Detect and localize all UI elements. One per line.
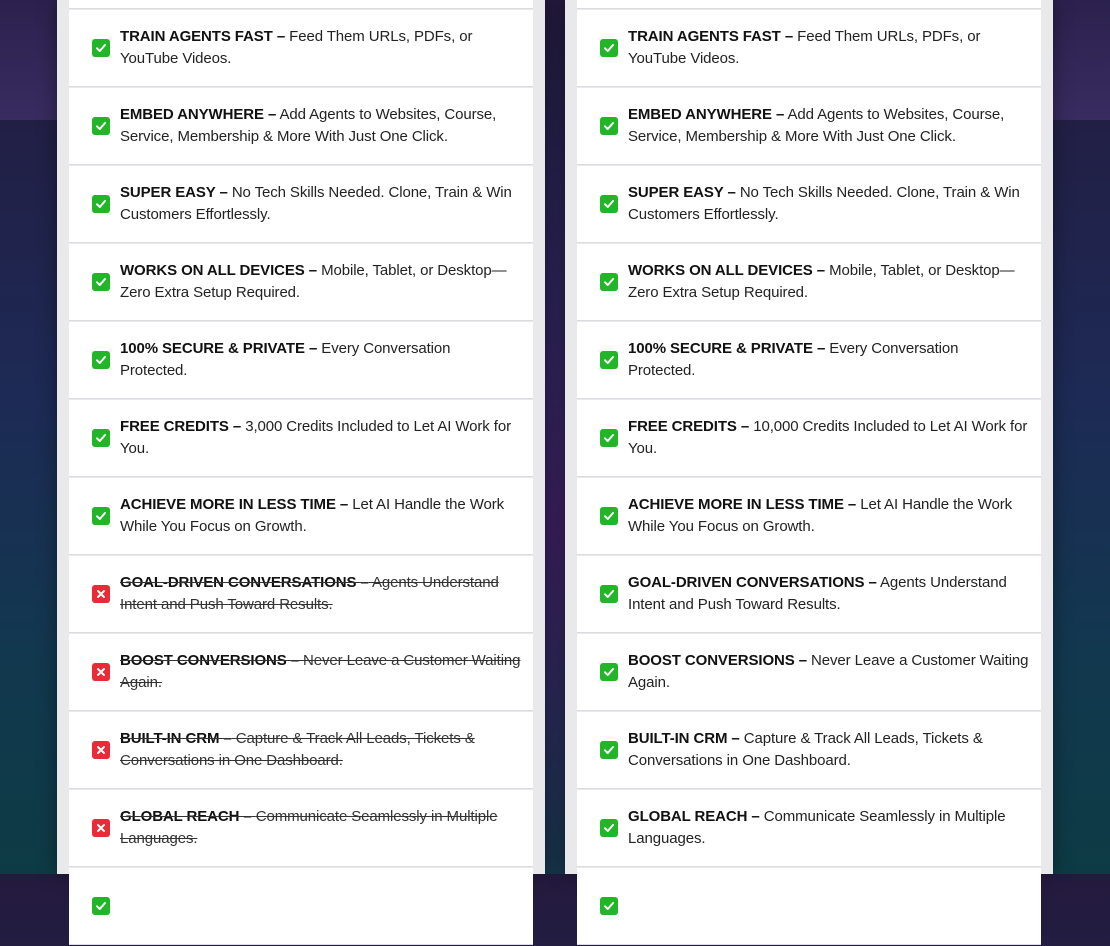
- feature-text: [120, 806, 521, 850]
- feature-text: [120, 260, 521, 304]
- feature-title: TRAIN AGENTS FAST –: [628, 28, 794, 45]
- feature-text: [120, 182, 521, 226]
- feature-row: [577, 868, 1041, 945]
- feature-text: [628, 416, 1029, 460]
- feature-description: Every Conversation Protected.: [120, 340, 451, 379]
- feature-title: BUILT-IN CRM –: [120, 730, 232, 747]
- checkmark-icon: [600, 117, 618, 135]
- feature-row: [577, 166, 1041, 243]
- feature-title: SUPER EASY –: [120, 184, 228, 201]
- checkmark-icon: [600, 39, 618, 57]
- feature-row: [577, 634, 1041, 711]
- feature-description: No Tech Skills Needed. Clone, Train & Win Customers Effortlessly.: [120, 184, 512, 223]
- feature-list: [577, 0, 1041, 946]
- checkmark-icon: [600, 741, 618, 759]
- feature-row: [69, 712, 533, 789]
- checkmark-icon: [92, 39, 110, 57]
- feature-text: [628, 728, 1029, 772]
- feature-row: [577, 0, 1041, 9]
- feature-title: BOOST CONVERSIONS –: [120, 652, 299, 669]
- background-banner-left: [0, 0, 60, 120]
- feature-title: GOAL-DRIVEN CONVERSATIONS –: [120, 574, 369, 591]
- feature-text: [120, 650, 521, 694]
- feature-text: [628, 104, 1029, 148]
- feature-title: GLOBAL REACH –: [120, 808, 252, 825]
- feature-row: [577, 400, 1041, 477]
- checkmark-icon: [600, 429, 618, 447]
- feature-text: [628, 806, 1029, 850]
- feature-row: [69, 88, 533, 165]
- feature-row: [69, 322, 533, 399]
- checkmark-icon: [600, 585, 618, 603]
- feature-description: Mobile, Tablet, or Desktop—Zero Extra Setup Required.: [628, 262, 1015, 301]
- feature-description: Communicate Seamlessly in Multiple Languages.: [628, 808, 1006, 847]
- feature-description: Feed Them URLs, PDFs, or YouTube Videos.: [120, 28, 473, 67]
- checkmark-icon: [600, 273, 618, 291]
- checkmark-icon: [600, 897, 618, 915]
- checkmark-icon: [600, 507, 618, 525]
- feature-description: Mobile, Tablet, or Desktop—Zero Extra Setup Required.: [120, 262, 507, 301]
- feature-text: [120, 104, 521, 148]
- feature-row: [69, 10, 533, 87]
- feature-description: Every Conversation Protected.: [628, 340, 959, 379]
- pricing-card-basic: [57, 0, 545, 874]
- feature-text: [628, 494, 1029, 538]
- feature-row: [577, 244, 1041, 321]
- feature-row: [69, 790, 533, 867]
- feature-row: [577, 790, 1041, 867]
- feature-title: BUILT-IN CRM –: [628, 730, 740, 747]
- checkmark-icon: [92, 273, 110, 291]
- cross-icon: [92, 585, 110, 603]
- feature-row: [69, 400, 533, 477]
- feature-title: ACHIEVE MORE IN LESS TIME –: [628, 496, 857, 513]
- checkmark-icon: [92, 429, 110, 447]
- feature-description: Let AI Handle the Work While You Focus on Growth.: [120, 496, 505, 535]
- feature-title: 100% SECURE & PRIVATE –: [628, 340, 826, 357]
- feature-text: [628, 338, 1029, 382]
- feature-list: [69, 0, 533, 946]
- feature-text: [120, 494, 521, 538]
- cross-icon: [92, 819, 110, 837]
- feature-description: Agents Understand Intent and Push Toward Results.: [628, 574, 1007, 613]
- feature-title: 100% SECURE & PRIVATE –: [120, 340, 318, 357]
- checkmark-icon: [600, 663, 618, 681]
- feature-title: FREE CREDITS –: [628, 418, 750, 435]
- feature-description: Never Leave a Customer Waiting Again.: [628, 652, 1029, 691]
- feature-text: [628, 260, 1029, 304]
- feature-row: [577, 556, 1041, 633]
- feature-text: [120, 728, 521, 772]
- feature-row: [69, 556, 533, 633]
- feature-row: [577, 712, 1041, 789]
- checkmark-icon: [600, 819, 618, 837]
- feature-text: [120, 338, 521, 382]
- feature-title: EMBED ANYWHERE –: [628, 106, 785, 123]
- feature-text: [120, 572, 521, 616]
- feature-title: GOAL-DRIVEN CONVERSATIONS –: [628, 574, 877, 591]
- background-banner-right: [1050, 0, 1110, 120]
- feature-title: WORKS ON ALL DEVICES –: [120, 262, 317, 279]
- feature-description: 3,000 Credits Included to Let AI Work for You.: [120, 418, 511, 457]
- checkmark-icon: [600, 195, 618, 213]
- feature-text: [120, 416, 521, 460]
- feature-description: 10,000 Credits Included to Let AI Work for You.: [628, 418, 1028, 457]
- feature-description: Agents Understand Intent and Push Toward Results.: [120, 574, 499, 613]
- pricing-card-premium: [565, 0, 1053, 874]
- feature-text: [628, 182, 1029, 226]
- feature-title: TRAIN AGENTS FAST –: [120, 28, 286, 45]
- feature-row: [577, 10, 1041, 87]
- feature-title: EMBED ANYWHERE –: [120, 106, 277, 123]
- feature-title: ACHIEVE MORE IN LESS TIME –: [120, 496, 349, 513]
- checkmark-icon: [92, 117, 110, 135]
- feature-title: SUPER EASY –: [628, 184, 736, 201]
- feature-row: [577, 478, 1041, 555]
- feature-description: Capture & Track All Leads, Tickets & Conversations in One Dashboard.: [120, 730, 475, 769]
- feature-description: Let AI Handle the Work While You Focus on Growth.: [628, 496, 1013, 535]
- feature-row: [69, 244, 533, 321]
- feature-description: Add Agents to Websites, Course, Service, Membership & More With Just One Click.: [120, 106, 497, 145]
- checkmark-icon: [92, 507, 110, 525]
- feature-row: [69, 0, 533, 9]
- feature-text: [628, 572, 1029, 616]
- feature-row: [69, 868, 533, 945]
- feature-title: WORKS ON ALL DEVICES –: [628, 262, 825, 279]
- checkmark-icon: [600, 351, 618, 369]
- feature-title: GLOBAL REACH –: [628, 808, 760, 825]
- feature-text: [628, 650, 1029, 694]
- feature-description: Never Leave a Customer Waiting Again.: [120, 652, 521, 691]
- feature-description: Capture & Track All Leads, Tickets & Conversations in One Dashboard.: [628, 730, 983, 769]
- checkmark-icon: [92, 897, 110, 915]
- cross-icon: [92, 663, 110, 681]
- feature-text: [120, 26, 521, 70]
- feature-row: [69, 478, 533, 555]
- feature-description: Add Agents to Websites, Course, Service, Membership & More With Just One Click.: [628, 106, 1005, 145]
- checkmark-icon: [92, 195, 110, 213]
- feature-row: [577, 322, 1041, 399]
- feature-description: Communicate Seamlessly in Multiple Languages.: [120, 808, 498, 847]
- cross-icon: [92, 741, 110, 759]
- feature-row: [69, 634, 533, 711]
- feature-description: No Tech Skills Needed. Clone, Train & Win Customers Effortlessly.: [628, 184, 1020, 223]
- feature-description: Feed Them URLs, PDFs, or YouTube Videos.: [628, 28, 981, 67]
- feature-title: BOOST CONVERSIONS –: [628, 652, 807, 669]
- feature-text: [628, 26, 1029, 70]
- feature-title: FREE CREDITS –: [120, 418, 242, 435]
- checkmark-icon: [92, 351, 110, 369]
- feature-row: [69, 166, 533, 243]
- feature-row: [577, 88, 1041, 165]
